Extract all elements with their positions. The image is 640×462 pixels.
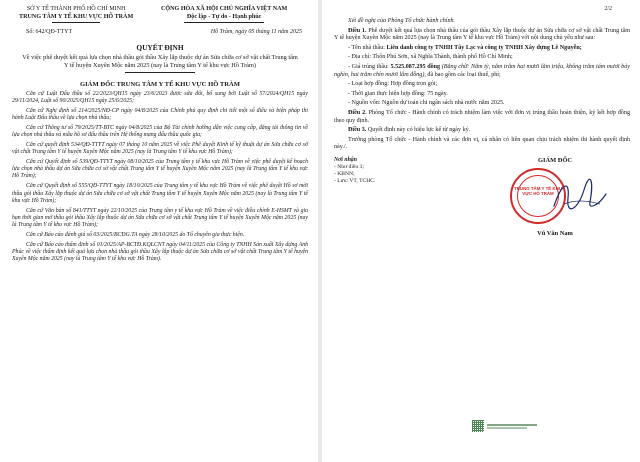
legal-basis-item: Căn cứ Báo cáo thẩm định số 01/2025/AP-BCTĐ.KQLCNT ngày 04/11/2025 của Công ty TNHH Sản xuất Xây dựng Anh Phúc về việc thẩm định kết quả lựa chọn nhà thầu gói thầu Xây lắp thuộc dự án Sửa chữa cơ sở vật chất Trung tâm Y tế huyện Xuyên Mộc năm 2025 (nay là Trung tâm Y tế khu vực Hồ Tràm). (12, 241, 308, 263)
seal-area (480, 166, 630, 228)
legal-basis-item: Căn cứ quyết định 534/QĐ-TTYT ngày 07 tháng 10 năm 2025 về việc Phê duyệt Kinh tế kỹ thuật dự án Sửa chữa cơ sở vật chất Trung tâm Y tế huyện Xuyên Mộc năm 2025 (nay là Trung tâm Y tế khu vực Hồ Tràm); (12, 141, 308, 156)
signature-block (334, 157, 630, 237)
closing-line: Trưởng phòng Tổ chức - Hành chính và các đơn vị, cá nhân có liên quan chịu trách nhiệm thi hành quyết định này./. (334, 136, 630, 151)
recipients-title: Nơi nhận (334, 156, 357, 163)
article-1-label: Điều 1. (348, 27, 367, 34)
article-1-text: Phê duyệt kết quả lựa chọn nhà thầu của gói thầu Xây lắp thuộc dự án Sửa chữa cơ sở vật chất Trung tâm Y tế huyện Xuyên Mộc năm 2025 (nay là Trung tâm Y tế khu vực Hồ Tràm) với nội dung chủ yếu như sau: (334, 27, 630, 42)
signer-title: GIÁM ĐỐC (538, 156, 572, 164)
issuing-authority: GIÁM ĐỐC TRUNG TÂM Y TẾ KHU VỰC HỒ TRÀM (79, 81, 241, 88)
duration-line: - Thời gian thực hiện hợp đồng: 75 ngày. (348, 90, 448, 97)
header-divider (52, 22, 100, 23)
place-date: Hồ Tràm, ngày 05 tháng 11 năm 2025 (210, 29, 302, 35)
legal-basis-item: Căn cứ Quyết định số 555/QĐ-TTYT ngày 18/10/2025 của Trung tâm y tế khu vực Hồ Tràm về việc phê duyệt Hồ sơ mời thầu gói thầu Xây lắp thuộc dự án Sửa chữa cơ sở vật chất Trung tâm Y tế huyện Xuyên Mộc năm 2025 (nay là Trung tâm Y tế khu vực Hồ Tràm); (12, 183, 308, 204)
contractor-name: Liên danh công ty TNHH Tây Lạc và công ty TNHH Xây dựng Lê Nguyễn; (386, 44, 582, 51)
digital-signature-icon (472, 420, 484, 432)
price-value: 5.525.087.295 đồng (390, 63, 441, 70)
page-number: 2/2 (604, 6, 612, 12)
number-date-line (12, 29, 308, 35)
legal-basis-item: Căn cứ Luật Đấu thầu số 22/2023/QH15 ngày 23/6/2023 được sửa đổi, bổ sung bởi Luật số 57/2024/QH15 ngày 29/11/2024, Luật số 90/2025/QH15 ngày 25/6/2025; (12, 90, 308, 104)
recipient-item: - Như điều 3; (334, 163, 364, 170)
contract-type-line: - Loại hợp đồng: Hợp đồng trọn gói; (348, 81, 438, 88)
document-page-1 (0, 0, 318, 462)
national-heading (140, 6, 308, 23)
article-3-label: Điều 3. (348, 127, 367, 134)
article-3 (334, 127, 630, 135)
signer-name: Vũ Văn Nam (537, 229, 573, 237)
seal-text: TRUNG TÂM Y TẾ KHU VỰC HỒ TRÀM (514, 185, 562, 197)
article-3-text: Quyết định này có hiệu lực kể từ ngày ký. (367, 127, 471, 134)
article-2-label: Điều 2. (348, 109, 367, 116)
document-header (12, 6, 308, 23)
price-tail: đã bao gồm các loại thuế, phí; (427, 71, 501, 78)
document-title: QUYẾT ĐỊNH (136, 43, 184, 52)
article-2-text: Phòng Tổ chức - Hành chính có trách nhiệm làm việc với đơn vị trúng thầu hoàn thiện, ký kết hợp đồng theo quy định. (334, 109, 631, 124)
funding-line: - Nguồn vốn: Nguồn dự toán chi ngân sách nhà nước năm 2025. (348, 100, 505, 107)
recipients (334, 157, 454, 237)
org-line-1: SỞ Y TẾ THÀNH PHỐ HỒ CHÍ MINH (26, 6, 126, 12)
article-1 (334, 28, 630, 43)
digital-signature-mark (487, 424, 537, 429)
national-motto: Độc lập - Tự do - Hạnh phúc (186, 13, 262, 20)
legal-basis-item: Căn cứ Quyết định số 539/QĐ-TTYT ngày 08/10/2025 của Trung tâm y tế khu vực Hồ Tràm về việc phê duyệt kế hoạch lựa chọn nhà thầu dự án Sửa chữa cơ sở vật chất Trung tâm Y tế huyện Xuyên Mộc năm 2025 (nay là Trung tâm Y tế khu vực Hồ Tràm); (12, 158, 308, 180)
issuing-organization (12, 6, 140, 23)
document-page-2 (322, 0, 640, 462)
legal-basis-list (12, 91, 308, 264)
recipient-item: - KBNN; (334, 170, 355, 177)
price-in-words: (Bằng chữ: Năm tỷ, năm trăm hai mươi lăm triệu, không trăm tám mươi bảy nghìn, hai trăm chín mươi lăm đồng), (334, 63, 630, 78)
legal-basis-item: Căn cứ Thông tư số 79/2025/TT-BTC ngày 04/8/2025 của Bộ Tài chính hướng dẫn việc cung cấp, đăng tải thông tin về lựa chọn nhà thầu và mẫu hồ sơ đấu thầu trên Hệ thống mạng đấu thầu quốc gia; (12, 124, 308, 138)
article-2 (334, 110, 630, 125)
republic-name: CỘNG HÒA XÃ HỘI CHỦ NGHĨA VIỆT NAM (161, 6, 288, 12)
address-line: - Địa chỉ: Thôn Phú Sơn, xã Nghĩa Thành, thành phố Hồ Chí Minh; (348, 54, 513, 61)
subject-underline (125, 72, 195, 73)
contractor-label: - Tên nhà thầu: (348, 44, 385, 51)
legal-basis-item: Căn cứ Báo cáo đánh giá số 03/2025/BCĐG.TA ngày 28/10/2025 do Tổ chuyên gia thực hiện. (26, 232, 245, 239)
legal-basis-item: Căn cứ Văn bản số 841/TTYT ngày 22/10/2025 của Trung tâm y tế khu vực Hồ Tràm về việc điều chỉnh E-HSMT và gia hạn thời gian mở thầu gói thầu Xây lắp thuộc dự án Sửa chữa cơ sở vật chất Trung tâm Y tế huyện Xuyên Mộc năm 2025 (nay là Trung tâm Y tế khu vực Hồ Tràm); (12, 207, 308, 229)
signature-icon (550, 176, 610, 216)
price-line (334, 64, 630, 79)
document-number: Số: 642/QĐ-TTYT (26, 29, 73, 35)
org-line-2: TRUNG TÂM Y TẾ KHU VỰC HỐ TRÀM (19, 13, 134, 20)
recipient-item: - Lưu: VT, TCHC. (334, 177, 376, 184)
motto-underline (184, 22, 264, 23)
digital-signature (472, 420, 537, 432)
legal-basis-item: Căn cứ Nghị định số 214/2025/NĐ-CP ngày 04/8/2025 của Chính phủ quy định chi tiết một số điều và biện pháp thi hành Luật Đấu thầu về lựa chọn nhà thầu; (12, 107, 308, 121)
consideration-line: Xét đề nghị của Phòng Tổ chức hành chính. (348, 18, 456, 24)
document-subject: Về việc phê duyệt kết quả lựa chọn nhà thầu gói thầu Xây lắp thuộc dự án Sửa chữa cơ sở vật chất Trung tâm Y tế huyện Xuyên Mộc năm 2025 (nay là Trung tâm Y tế khu vực Hồ Tràm) (22, 54, 298, 69)
signer (480, 157, 630, 237)
price-label: - Giá trúng thầu: (348, 63, 389, 70)
contractor-line (334, 45, 630, 53)
